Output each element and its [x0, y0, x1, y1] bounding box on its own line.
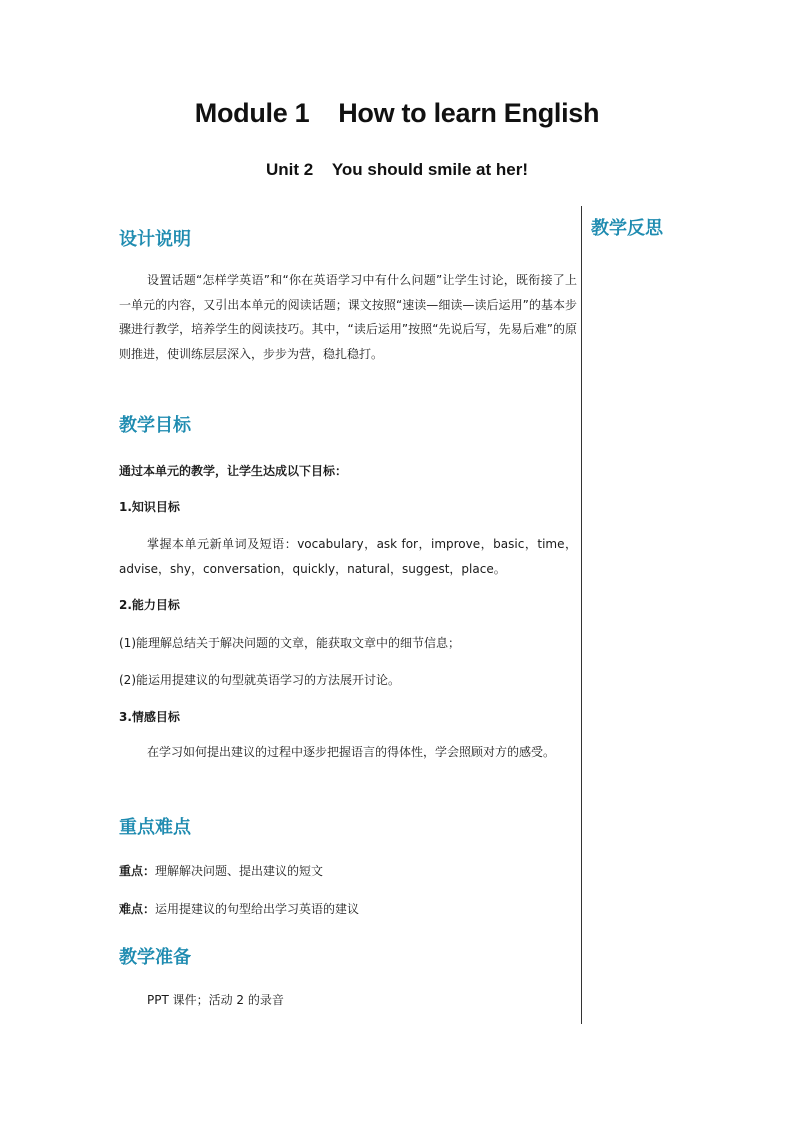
keypoints-heading: 重点难点 [119, 817, 191, 838]
knowledge-text: 掌握本单元新单词及短语：vocabulary，ask for，improve，basic，time，advise，shy，conversation，quickly，natural，suggest，place。 [119, 537, 577, 576]
key-point [119, 862, 323, 879]
design-heading: 设计说明 [119, 229, 191, 250]
difficult-text: 运用提建议的句型给出学习英语的建议 [155, 902, 360, 916]
key-text: 理解解决问题、提出建议的短文 [155, 864, 324, 878]
design-paragraph: 设置话题“怎样学英语”和“你在英语学习中有什么问题”让学生讨论，既衔接了上一单元的内容，又引出本单元的阅读话题；课文按照“速读—细读—读后运用”的基本步骤进行教学，培养学生的阅读技巧。其中，“读后运用”按照“先说后写，先易后难”的原则推进，使训练层层深入，步步为营，稳扎稳打。 [119, 273, 577, 361]
difficult-label: 难点： [119, 902, 156, 916]
key-label: 重点： [119, 864, 156, 878]
difficult-point [119, 900, 359, 917]
page-subtitle: Unit 2 You should smile at her! [266, 160, 528, 179]
ability-title: 2.能力目标 [119, 598, 180, 612]
emotion-title: 3.情感目标 [119, 710, 180, 724]
knowledge-title: 1.知识目标 [119, 500, 180, 514]
emotion-text: 在学习如何提出建议的过程中逐步把握语言的得体性，学会照顾对方的感受。 [147, 745, 556, 759]
reflection-heading: 教学反思 [591, 218, 663, 239]
objectives-intro: 通过本单元的教学，让学生达成以下目标： [119, 464, 348, 478]
preparation-text: PPT 课件；活动 2 的录音 [147, 993, 284, 1007]
ability-item-2: (2)能运用提建议的句型就英语学习的方法展开讨论。 [119, 673, 401, 687]
objectives-heading: 教学目标 [119, 415, 191, 436]
ability-item-1: (1)能理解总结关于解决问题的文章，能获取文章中的细节信息； [119, 636, 461, 650]
page-title: Module 1 How to learn English [194, 98, 600, 128]
column-divider [581, 206, 582, 1024]
preparation-heading: 教学准备 [119, 947, 191, 968]
